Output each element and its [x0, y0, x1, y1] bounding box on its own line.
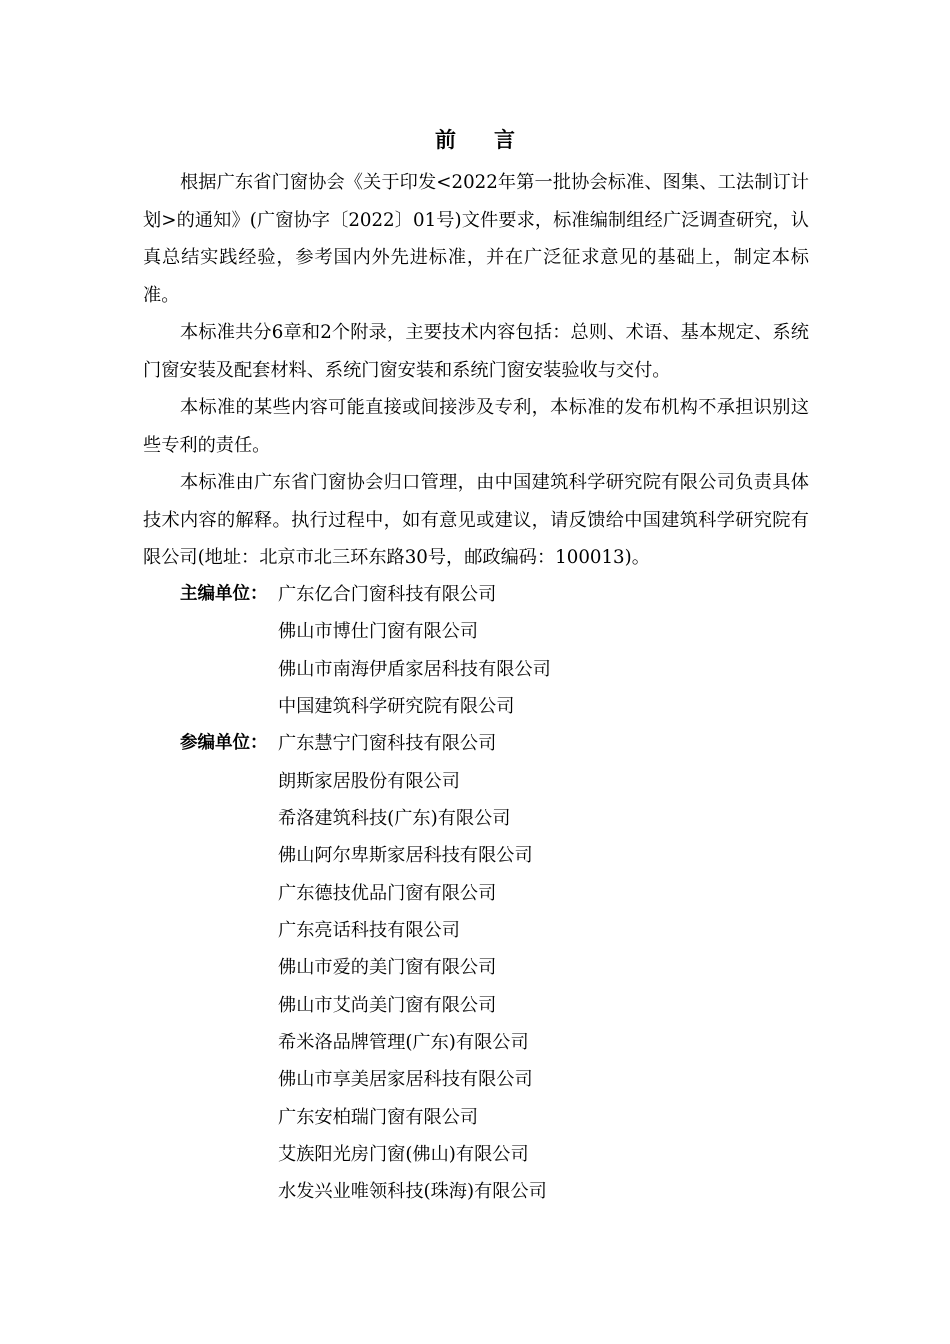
- participating-editor-unit: 水发兴业唯领科技(珠海)有限公司: [278, 1181, 547, 1202]
- participating-editor-unit: 希米洛品牌管理(广东)有限公司: [278, 1032, 529, 1053]
- chief-editor-row: [143, 576, 809, 613]
- chief-editors-label: 主编单位：: [180, 584, 268, 604]
- chief-editor-unit: 广东亿合门窗科技有限公司: [278, 584, 497, 605]
- paragraph-patent: 本标准的某些内容可能直接或间接涉及专利，本标准的发布机构不承担识别这些专利的责任。: [143, 397, 809, 456]
- paragraph-contents: 本标准共分6章和2个附录，主要技术内容包括：总则、术语、基本规定、系统门窗安装及配套材料、系统门窗安装和系统门窗安装验收与交付。: [143, 322, 809, 381]
- participating-editor-unit: 广东德技优品门窗有限公司: [278, 883, 497, 904]
- participating-editor-unit: 艾族阳光房门窗(佛山)有限公司: [278, 1144, 529, 1165]
- chief-editor-unit: 佛山市博仕门窗有限公司: [278, 621, 479, 642]
- participating-editor-row: [143, 725, 809, 762]
- participating-editor-unit: 广东慧宁门窗科技有限公司: [278, 733, 497, 754]
- participating-editor-row: [143, 1099, 809, 1136]
- participating-editor-unit: 佛山市享美居家居科技有限公司: [278, 1069, 533, 1090]
- chief-editor-unit: 佛山市南海伊盾家居科技有限公司: [278, 659, 551, 680]
- participating-editor-row: [143, 1024, 809, 1061]
- chief-editor-row: [143, 688, 809, 725]
- participating-editor-row: [143, 912, 809, 949]
- paragraph-basis: 根据广东省门窗协会《关于印发<2022年第一批协会标准、图集、工法制订计划>的通知》(广窗协字〔2022〕01号)文件要求，标准编制组经广泛调查研究，认真总结实践经验，参考国内外先进标准，并在广泛征求意见的基础上，制定本标准。: [143, 172, 809, 306]
- participating-editor-row: [143, 763, 809, 800]
- participating-editor-unit: 佛山市爱的美门窗有限公司: [278, 957, 497, 978]
- participating-editor-unit: 广东安柏瑞门窗有限公司: [278, 1107, 479, 1128]
- participating-editor-unit: 朗斯家居股份有限公司: [278, 771, 460, 792]
- participating-editor-unit: 佛山市艾尚美门窗有限公司: [278, 995, 497, 1016]
- participating-editor-row: [143, 1173, 809, 1210]
- participating-editor-unit: 佛山阿尔卑斯家居科技有限公司: [278, 845, 533, 866]
- participating-editor-row: [143, 1136, 809, 1173]
- participating-editor-row: [143, 1061, 809, 1098]
- paragraph-management: 本标准由广东省门窗协会归口管理，由中国建筑科学研究院有限公司负责具体技术内容的解释。执行过程中，如有意见或建议，请反馈给中国建筑科学研究院有限公司(地址：北京市北三环东路30号，邮政编码：100013)。: [143, 472, 809, 568]
- participating-editor-row: [143, 875, 809, 912]
- participating-editor-row: [143, 949, 809, 986]
- participating-editors-label: 参编单位：: [180, 733, 268, 753]
- participating-editor-unit: 广东亮话科技有限公司: [278, 920, 460, 941]
- participating-editor-row: [143, 987, 809, 1024]
- participating-editor-row: [143, 800, 809, 837]
- chief-editor-unit: 中国建筑科学研究院有限公司: [278, 696, 515, 717]
- participating-editor-unit: 希洛建筑科技(广东)有限公司: [278, 808, 511, 829]
- chief-editor-row: [143, 651, 809, 688]
- chief-editor-row: [143, 613, 809, 650]
- page-title: 前言: [435, 128, 553, 152]
- participating-editor-row: [143, 837, 809, 874]
